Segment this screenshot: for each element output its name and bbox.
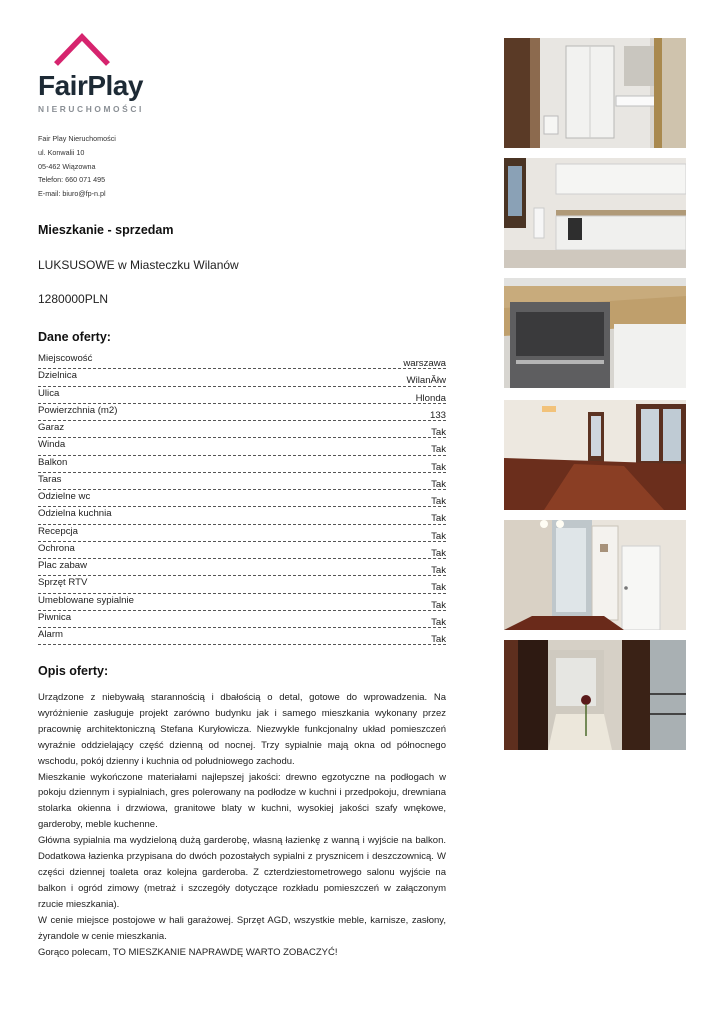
detail-row [38,576,446,593]
description-text [38,690,446,960]
detail-value: Tak [431,427,446,438]
description-paragraph: Urządzone z niebywałą starannością i dbałością o detal, gotowe do wprowadzenia. Na wyróżnienie zasługuje projekt zarówno budynku jak i samego mieszkania wykonany przez pracownię architektoniczną Stefana Kuryłowicza. Niezwykle funkcjonalny układ pomieszczeń wyraźnie oddzielający część dzienną od nocnej. Trzy sypialnie mają okna od północnego wschodu, pokój dzienny i kuchnia od południowego zachodu. [38,692,446,767]
logo-tagline: NIERUCHOMOŚCI [38,104,144,114]
oven-countertop-photo [504,278,686,388]
roof-logo-icon [52,32,112,68]
detail-row [38,525,446,542]
kitchen-photo [504,158,686,268]
detail-row [38,473,446,490]
detail-row [38,456,446,473]
detail-label: Sprzęt RTV [38,577,88,589]
detail-row [38,594,446,611]
detail-row [38,369,446,386]
detail-label: Odzielna kuchnia [38,508,112,520]
detail-value: Tak [431,513,446,525]
detail-row [38,438,446,455]
balcony-photo [504,640,686,750]
detail-value: Tak [431,616,446,628]
company-city: 05-462 Wiązowna [38,161,96,171]
living-room-photo [504,400,686,510]
details-heading: Dane oferty: [38,330,111,344]
detail-row [38,490,446,507]
detail-row [38,352,446,369]
detail-value: WilanĂłw [406,375,446,387]
detail-value: 133 [429,409,446,421]
detail-value: Tak [431,461,446,473]
company-name: Fair Play Nieruchomości [38,134,116,143]
detail-row [38,628,446,645]
detail-label: Ulica [38,387,60,399]
detail-row [38,387,446,404]
company-email: E-mail: biuro@fp-n.pl [38,189,106,199]
detail-value: Tak [431,530,446,542]
offer-type-heading: Mieszkanie - sprzedam [38,223,174,237]
detail-row [38,404,446,421]
detail-label: Ochrona [38,542,75,554]
description-paragraph: Główna sypialnia ma wydzieloną dużą garderobę, własną łazienkę z wanną i wyjście na balkon. Dodatkowa łazienka przypisana do dwóch pozostałych sypialni z prysznicem i deszczownicą. W części dziennej toaleta oraz kolejna garderoba. Z czterdziestometrowego salonu wyjście na balkon i ogród zimowy (metraż i szczegóły dotyczące rozkładu pomieszczeń w załączonym rzucie mieszkania). [38,835,446,910]
detail-label: Garaz [38,422,65,433]
detail-row [38,611,446,628]
bathroom-photo [504,38,686,148]
description-paragraph: Mieszkanie wykończone materiałami najlepszej jakości: drewno egzotyczne na podłogach w pokoju dziennym i sypialniach, gres polerowany na podłodze w kuchni i przedpokoju, drewniana stolarka okienna i drzwiowa, granitowe blaty w kuchni, wysokiej jakości szafy wnękowe, garderoby, meble kuchenne. [38,771,446,831]
description-heading: Opis oferty: [38,664,109,678]
company-logo [38,32,144,117]
company-phone: Telefon: 660 071 495 [38,175,106,185]
offer-title: LUKSUSOWE w Miasteczku Wilanów [38,258,239,272]
description-paragraph: W cenie miejsce postojowe w hali garażowej. Sprzęt AGD, wszystkie meble, karnisze, zasłony, żyrandole w cenie mieszkania. [38,914,446,942]
contact-info [38,132,116,201]
description-paragraph: Gorąco polecam, TO MIESZKANIE NAPRAWDĘ WARTO ZOBACZYĆ! [38,946,338,958]
detail-value: Tak [431,582,446,594]
detail-value: Tak [431,444,446,456]
hallway-photo [504,520,686,630]
detail-label: Dzielnica [38,370,77,382]
detail-label: Miejscowość [38,353,93,364]
detail-value: Tak [431,547,446,559]
detail-value: Tak [431,478,446,490]
detail-label: Piwnica [38,611,72,623]
detail-value: Tak [431,599,446,611]
detail-value: warszawa [403,358,446,369]
detail-value: Tak [431,634,446,645]
detail-label: Balkon [38,456,68,468]
detail-value: Tak [431,496,446,507]
details-table [38,352,446,645]
offer-price: 1280000PLN [38,292,109,306]
detail-label: Taras [38,473,62,485]
detail-label: Recepcja [38,525,78,537]
logo-wordmark: FairPlay [38,70,143,101]
detail-label: Odzielne wc [38,491,91,502]
detail-label: Winda [38,439,66,451]
detail-row [38,507,446,524]
detail-label: Plac zabaw [38,560,88,571]
detail-label: Powierzchnia (m2) [38,404,118,416]
detail-value: Hlonda [415,392,446,404]
detail-label: Umeblowane sypialnie [38,594,134,606]
detail-row [38,421,446,438]
detail-row [38,559,446,576]
detail-value: Tak [431,565,446,576]
detail-label: Alarm [38,629,64,640]
company-street: ul. Konwalii 10 [38,147,85,157]
detail-row [38,542,446,559]
